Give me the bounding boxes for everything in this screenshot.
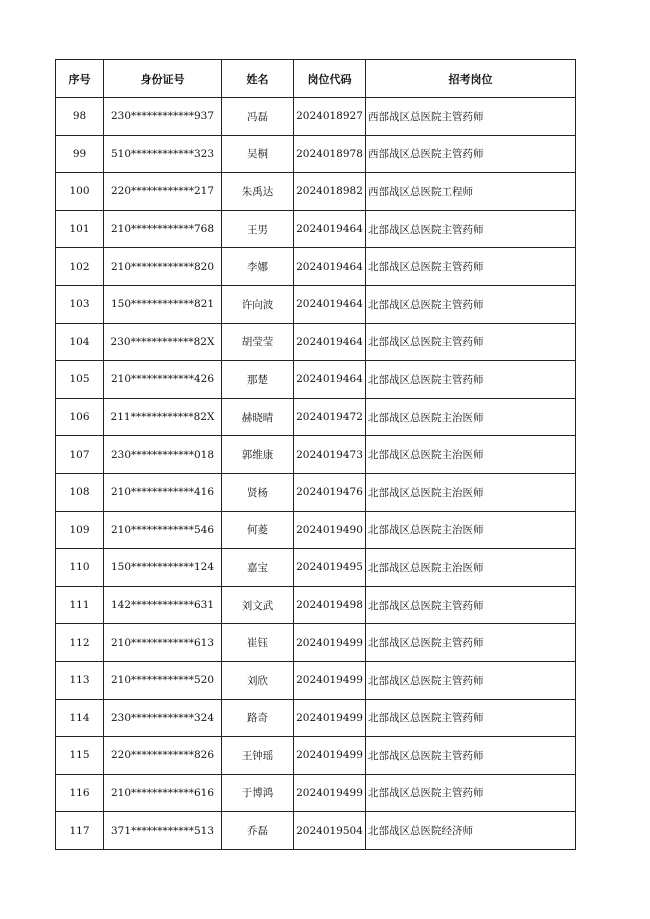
cell-id-number: 371************513 bbox=[104, 812, 222, 850]
table-row bbox=[56, 661, 576, 699]
table-row bbox=[56, 473, 576, 511]
cell-post-code: 2024019499 bbox=[294, 661, 366, 699]
cell-seq: 105 bbox=[56, 361, 104, 399]
cell-seq: 110 bbox=[56, 549, 104, 587]
cell-name: 那楚 bbox=[222, 361, 294, 399]
cell-name: 吴桐 bbox=[222, 135, 294, 173]
cell-post-code: 2024019464 bbox=[294, 323, 366, 361]
cell-post: 北部战区总医院主治医师 bbox=[366, 398, 576, 436]
cell-id-number: 150************821 bbox=[104, 285, 222, 323]
cell-post: 北部战区总医院主管药师 bbox=[366, 586, 576, 624]
table-row bbox=[56, 135, 576, 173]
cell-id-number: 210************416 bbox=[104, 473, 222, 511]
header-id-number: 身份证号 bbox=[104, 60, 222, 98]
header-post: 招考岗位 bbox=[366, 60, 576, 98]
table-row bbox=[56, 98, 576, 136]
cell-post-code: 2024019499 bbox=[294, 774, 366, 812]
cell-name: 冯磊 bbox=[222, 98, 294, 136]
cell-id-number: 210************426 bbox=[104, 361, 222, 399]
cell-name: 乔磊 bbox=[222, 812, 294, 850]
cell-seq: 112 bbox=[56, 624, 104, 662]
cell-seq: 113 bbox=[56, 661, 104, 699]
cell-name: 刘欣 bbox=[222, 661, 294, 699]
cell-seq: 115 bbox=[56, 737, 104, 775]
cell-seq: 102 bbox=[56, 248, 104, 286]
cell-id-number: 211************82X bbox=[104, 398, 222, 436]
cell-post-code: 2024019464 bbox=[294, 285, 366, 323]
cell-post: 北部战区总医院主管药师 bbox=[366, 624, 576, 662]
cell-post: 北部战区总医院主治医师 bbox=[366, 473, 576, 511]
cell-post: 北部战区总医院主管药师 bbox=[366, 248, 576, 286]
cell-post-code: 2024019499 bbox=[294, 737, 366, 775]
table-row bbox=[56, 173, 576, 211]
cell-name: 贤杨 bbox=[222, 473, 294, 511]
cell-id-number: 210************546 bbox=[104, 511, 222, 549]
cell-post: 北部战区总医院主管药师 bbox=[366, 774, 576, 812]
table-row bbox=[56, 549, 576, 587]
cell-seq: 101 bbox=[56, 210, 104, 248]
table-row bbox=[56, 737, 576, 775]
cell-seq: 109 bbox=[56, 511, 104, 549]
table-row bbox=[56, 323, 576, 361]
cell-id-number: 220************217 bbox=[104, 173, 222, 211]
cell-name: 崔钰 bbox=[222, 624, 294, 662]
table-row bbox=[56, 210, 576, 248]
cell-name: 刘文武 bbox=[222, 586, 294, 624]
cell-name: 王钟瑶 bbox=[222, 737, 294, 775]
cell-post-code: 2024019476 bbox=[294, 473, 366, 511]
cell-post-code: 2024019495 bbox=[294, 549, 366, 587]
cell-id-number: 230************018 bbox=[104, 436, 222, 474]
cell-id-number: 510************323 bbox=[104, 135, 222, 173]
cell-seq: 99 bbox=[56, 135, 104, 173]
cell-post: 北部战区总医院主管药师 bbox=[366, 361, 576, 399]
cell-post-code: 2024019490 bbox=[294, 511, 366, 549]
cell-name: 王男 bbox=[222, 210, 294, 248]
table-row bbox=[56, 398, 576, 436]
table-row bbox=[56, 285, 576, 323]
table-row bbox=[56, 774, 576, 812]
cell-name: 赫晓晴 bbox=[222, 398, 294, 436]
cell-id-number: 230************324 bbox=[104, 699, 222, 737]
cell-name: 于博鸿 bbox=[222, 774, 294, 812]
cell-name: 郭维康 bbox=[222, 436, 294, 474]
cell-id-number: 210************613 bbox=[104, 624, 222, 662]
header-row bbox=[56, 60, 576, 98]
cell-post-code: 2024019504 bbox=[294, 812, 366, 850]
cell-name: 何菱 bbox=[222, 511, 294, 549]
cell-name: 李娜 bbox=[222, 248, 294, 286]
table-row bbox=[56, 511, 576, 549]
cell-post-code: 2024018982 bbox=[294, 173, 366, 211]
cell-id-number: 230************937 bbox=[104, 98, 222, 136]
cell-post: 北部战区总医院主管药师 bbox=[366, 285, 576, 323]
cell-post-code: 2024019464 bbox=[294, 210, 366, 248]
cell-seq: 106 bbox=[56, 398, 104, 436]
cell-post: 北部战区总医院主管药师 bbox=[366, 210, 576, 248]
cell-post: 北部战区总医院主管药师 bbox=[366, 699, 576, 737]
cell-seq: 103 bbox=[56, 285, 104, 323]
cell-seq: 107 bbox=[56, 436, 104, 474]
cell-id-number: 230************82X bbox=[104, 323, 222, 361]
cell-post: 北部战区总医院主管药师 bbox=[366, 737, 576, 775]
cell-post: 西部战区总医院主管药师 bbox=[366, 98, 576, 136]
cell-post-code: 2024019464 bbox=[294, 248, 366, 286]
header-seq: 序号 bbox=[56, 60, 104, 98]
cell-id-number: 210************768 bbox=[104, 210, 222, 248]
cell-seq: 100 bbox=[56, 173, 104, 211]
table-row bbox=[56, 361, 576, 399]
cell-id-number: 142************631 bbox=[104, 586, 222, 624]
cell-id-number: 150************124 bbox=[104, 549, 222, 587]
cell-post: 北部战区总医院主管药师 bbox=[366, 661, 576, 699]
cell-post: 北部战区总医院主治医师 bbox=[366, 549, 576, 587]
cell-post-code: 2024019498 bbox=[294, 586, 366, 624]
cell-seq: 108 bbox=[56, 473, 104, 511]
roster-table bbox=[55, 59, 576, 850]
cell-name: 许向波 bbox=[222, 285, 294, 323]
cell-seq: 98 bbox=[56, 98, 104, 136]
cell-post-code: 2024019472 bbox=[294, 398, 366, 436]
cell-post-code: 2024018978 bbox=[294, 135, 366, 173]
header-post-code: 岗位代码 bbox=[294, 60, 366, 98]
cell-post: 北部战区总医院主治医师 bbox=[366, 436, 576, 474]
cell-name: 朱禹达 bbox=[222, 173, 294, 211]
cell-id-number: 220************826 bbox=[104, 737, 222, 775]
cell-name: 嘉宝 bbox=[222, 549, 294, 587]
table-row bbox=[56, 699, 576, 737]
table-row bbox=[56, 586, 576, 624]
cell-name: 胡莹莹 bbox=[222, 323, 294, 361]
roster-body bbox=[56, 98, 576, 850]
cell-seq: 111 bbox=[56, 586, 104, 624]
cell-post-code: 2024019473 bbox=[294, 436, 366, 474]
cell-id-number: 210************616 bbox=[104, 774, 222, 812]
cell-post: 北部战区总医院经济师 bbox=[366, 812, 576, 850]
cell-post-code: 2024019499 bbox=[294, 699, 366, 737]
cell-post-code: 2024019499 bbox=[294, 624, 366, 662]
cell-post: 北部战区总医院主管药师 bbox=[366, 323, 576, 361]
cell-seq: 116 bbox=[56, 774, 104, 812]
cell-name: 路奇 bbox=[222, 699, 294, 737]
cell-post: 北部战区总医院主治医师 bbox=[366, 511, 576, 549]
cell-seq: 114 bbox=[56, 699, 104, 737]
cell-seq: 104 bbox=[56, 323, 104, 361]
cell-id-number: 210************520 bbox=[104, 661, 222, 699]
table-row bbox=[56, 624, 576, 662]
cell-post-code: 2024018927 bbox=[294, 98, 366, 136]
cell-id-number: 210************820 bbox=[104, 248, 222, 286]
cell-seq: 117 bbox=[56, 812, 104, 850]
cell-post: 西部战区总医院主管药师 bbox=[366, 135, 576, 173]
cell-post-code: 2024019464 bbox=[294, 361, 366, 399]
header-name: 姓名 bbox=[222, 60, 294, 98]
table-row bbox=[56, 812, 576, 850]
table-row bbox=[56, 248, 576, 286]
table-row bbox=[56, 436, 576, 474]
cell-post: 西部战区总医院工程师 bbox=[366, 173, 576, 211]
